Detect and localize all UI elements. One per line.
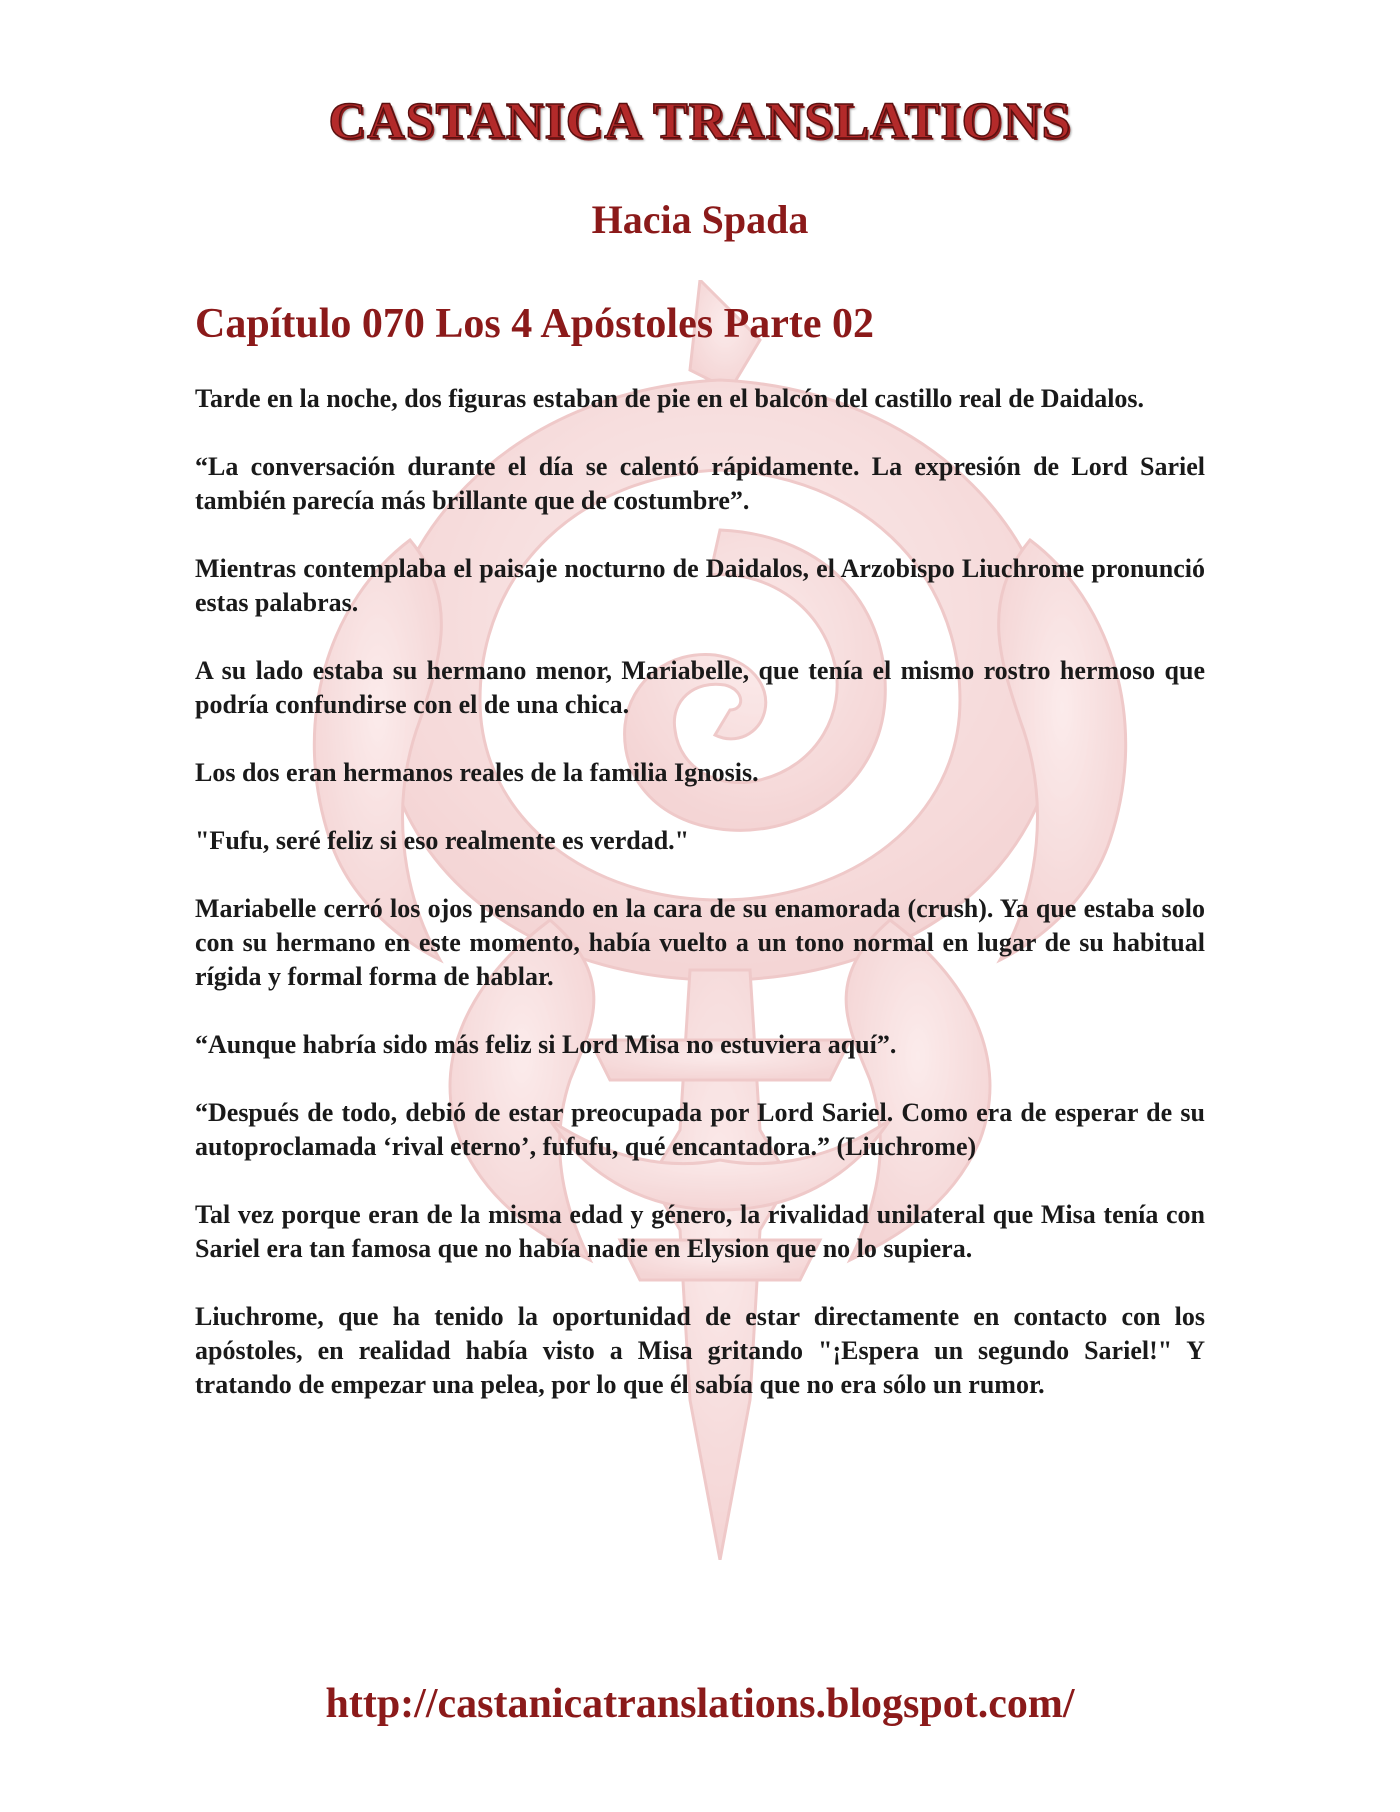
paragraph: “La conversación durante el día se calentó rápidamente. La expresión de Lord Sariel también parecía más brillante que de costumbre”.	[195, 452, 1205, 515]
series-title: Hacia Spada	[591, 197, 809, 242]
paragraph: Tarde en la noche, dos figuras estaban de pie en el balcón del castillo real de Daidalos.	[195, 384, 1145, 413]
brand-header: CASTANICA TRANSLATIONS	[328, 93, 1072, 150]
paragraph: Mariabelle cerró los ojos pensando en la cara de su enamorada (crush). Ya que estaba solo con su hermano en este momento, había vuelto a un tono normal en lugar de su habitual rígida y formal forma de hablar.	[195, 894, 1205, 991]
paragraph: "Fufu, seré feliz si eso realmente es verdad."	[195, 826, 690, 855]
chapter-body	[195, 382, 1205, 1436]
paragraph: Tal vez porque eran de la misma edad y género, la rivalidad unilateral que Misa tenía con Sariel era tan famosa que no había nadie en Elysion que no lo supiera.	[195, 1200, 1205, 1263]
paragraph: “Aunque habría sido más feliz si Lord Misa no estuviera aquí”.	[195, 1030, 897, 1059]
paragraph: A su lado estaba su hermano menor, Mariabelle, que tenía el mismo rostro hermoso que podría confundirse con el de una chica.	[195, 656, 1205, 719]
footer-url-link[interactable]: http://castanicatranslations.blogspot.com/	[325, 1681, 1075, 1727]
chapter-title: Capítulo 070 Los 4 Apóstoles Parte 02	[195, 301, 875, 347]
paragraph: Los dos eran hermanos reales de la familia Ignosis.	[195, 758, 759, 787]
paragraph: “Después de todo, debió de estar preocupada por Lord Sariel. Como era de esperar de su autoproclamada ‘rival eterno’, fufufu, qué encantadora.” (Liuchrome)	[195, 1098, 1205, 1161]
paragraph: Liuchrome, que ha tenido la oportunidad de estar directamente en contacto con los apóstoles, en realidad había visto a Misa gritando "¡Espera un segundo Sariel!" Y tratando de empezar una pelea, por lo que él sabía que no era sólo un rumor.	[195, 1302, 1205, 1399]
paragraph: Mientras contemplaba el paisaje nocturno de Daidalos, el Arzobispo Liuchrome pronunció estas palabras.	[195, 554, 1205, 617]
